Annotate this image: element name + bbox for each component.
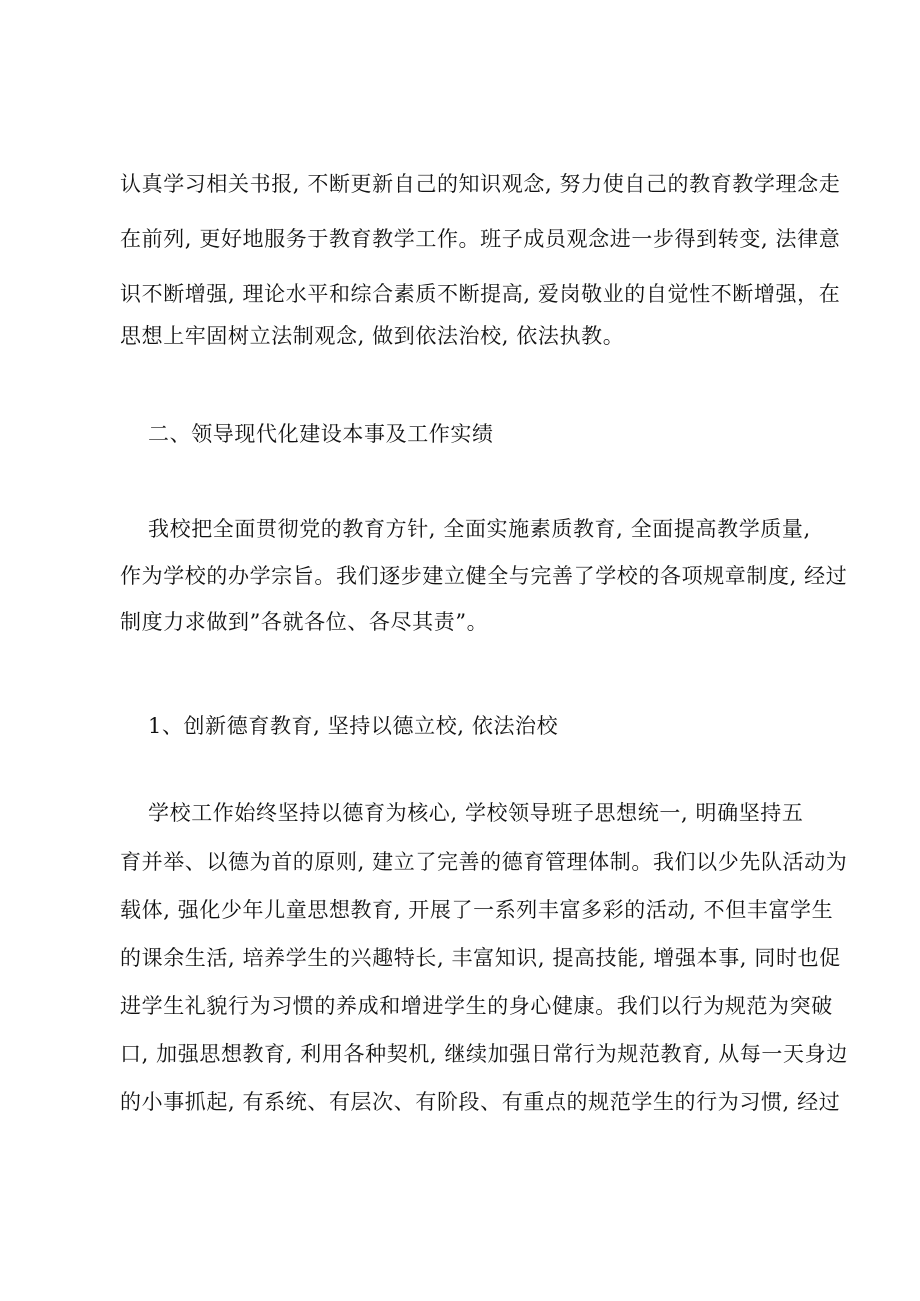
paragraph-3-line-2: 育并举、以德为首的原则, 建立了完善的德育管理体制。我们以少先队活动为	[120, 850, 848, 874]
paragraph-1-line-2: 在前列, 更好地服务于教育教学工作。班子成员观念进一步得到转变, 法律意	[120, 227, 841, 251]
paragraph-3-line-4: 的课余生活, 培养学生的兴趣特长, 丰富知识, 提高技能, 增强本事, 同时也促	[120, 946, 841, 970]
paragraph-2-line-3: 制度力求做到”各就各位、各尽其责”。	[120, 610, 489, 634]
paragraph-1-line-3: 识不断增强, 理论水平和综合素质不断提高, 爱岗敬业的自觉性不断增强，在	[120, 282, 841, 306]
subheading-1: 1、创新德育教育, 坚持以德立校, 依法治校	[148, 714, 559, 738]
paragraph-3-line-6: 口, 加强思想教育, 利用各种契机, 继续加强日常行为规范教育, 从每一天身边	[120, 1042, 848, 1066]
section-heading-2: 二、领导现代化建设本事及工作实绩	[148, 422, 494, 446]
paragraph-3-line-5: 进学生礼貌行为习惯的养成和增进学生的身心健康。我们以行为规范为突破	[120, 994, 833, 1018]
paragraph-1-line-1: 认真学习相关书报, 不断更新自己的知识观念, 努力使自己的教育教学理念走	[120, 172, 841, 196]
paragraph-3-line-1: 学校工作始终坚持以德育为核心, 学校领导班子思想统一, 明确坚持五	[148, 801, 804, 825]
paragraph-2-line-1: 我校把全面贯彻党的教育方针, 全面实施素质教育, 全面提高教学质量,	[148, 517, 811, 541]
paragraph-3-line-7: 的小事抓起, 有系统、有层次、有阶段、有重点的规范学生的行为习惯, 经过	[120, 1090, 841, 1114]
paragraph-3-line-3: 载体, 强化少年儿童思想教育, 开展了一系列丰富多彩的活动, 不但丰富学生	[120, 898, 834, 922]
paragraph-1-line-4: 思想上牢固树立法制观念, 做到依法治校, 依法执教。	[120, 324, 625, 348]
paragraph-2-line-2: 作为学校的办学宗旨。我们逐步建立健全与完善了学校的各项规章制度, 经过	[120, 564, 848, 588]
